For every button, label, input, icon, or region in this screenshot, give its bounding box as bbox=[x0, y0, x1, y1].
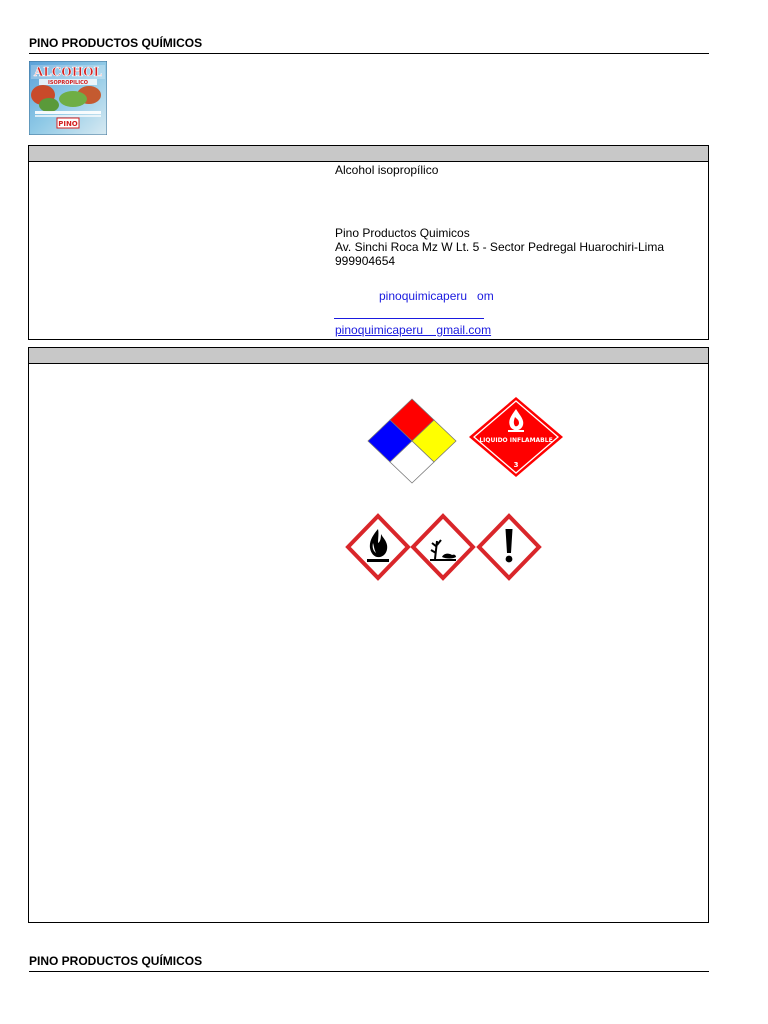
product-image-brand: PINO bbox=[58, 120, 78, 128]
hazard-section bbox=[28, 347, 709, 923]
supplier-website[interactable]: pinoquimicaperu om bbox=[379, 289, 494, 303]
page-header-company: PINO PRODUCTOS QUÍMICOS bbox=[29, 36, 709, 54]
supplier-address: Av. Sinchi Roca Mz W Lt. 5 - Sector Pedregal Huarochiri-Lima bbox=[335, 240, 665, 254]
product-image bbox=[29, 61, 107, 135]
identification-section bbox=[28, 145, 709, 340]
ghs-environment-icon bbox=[410, 513, 476, 581]
flammable-liquid-placard-icon bbox=[466, 395, 566, 480]
product-name: Alcohol isopropílico bbox=[335, 163, 439, 177]
ghs-exclamation-icon bbox=[476, 513, 542, 581]
page-footer-company: PINO PRODUCTOS QUÍMICOS bbox=[29, 954, 709, 972]
hazard-section-bar bbox=[29, 348, 708, 364]
product-image-title: ALCOHOL bbox=[34, 65, 102, 79]
nfpa-diamond-icon bbox=[364, 398, 460, 484]
identification-section-bar bbox=[29, 146, 708, 162]
link-separator bbox=[334, 318, 484, 319]
placard-label: LIQUIDO INFLAMABLE bbox=[479, 437, 553, 444]
supplier-name: Pino Productos Quimicos bbox=[335, 226, 470, 240]
supplier-phone: 999904654 bbox=[335, 254, 396, 268]
placard-class-number: 3 bbox=[513, 461, 519, 469]
ghs-flame-icon bbox=[345, 513, 411, 581]
supplier-email-link[interactable]: pinoquimicaperu gmail.com bbox=[335, 323, 492, 337]
product-image-subtitle: ISOPROPILICO bbox=[48, 80, 88, 86]
